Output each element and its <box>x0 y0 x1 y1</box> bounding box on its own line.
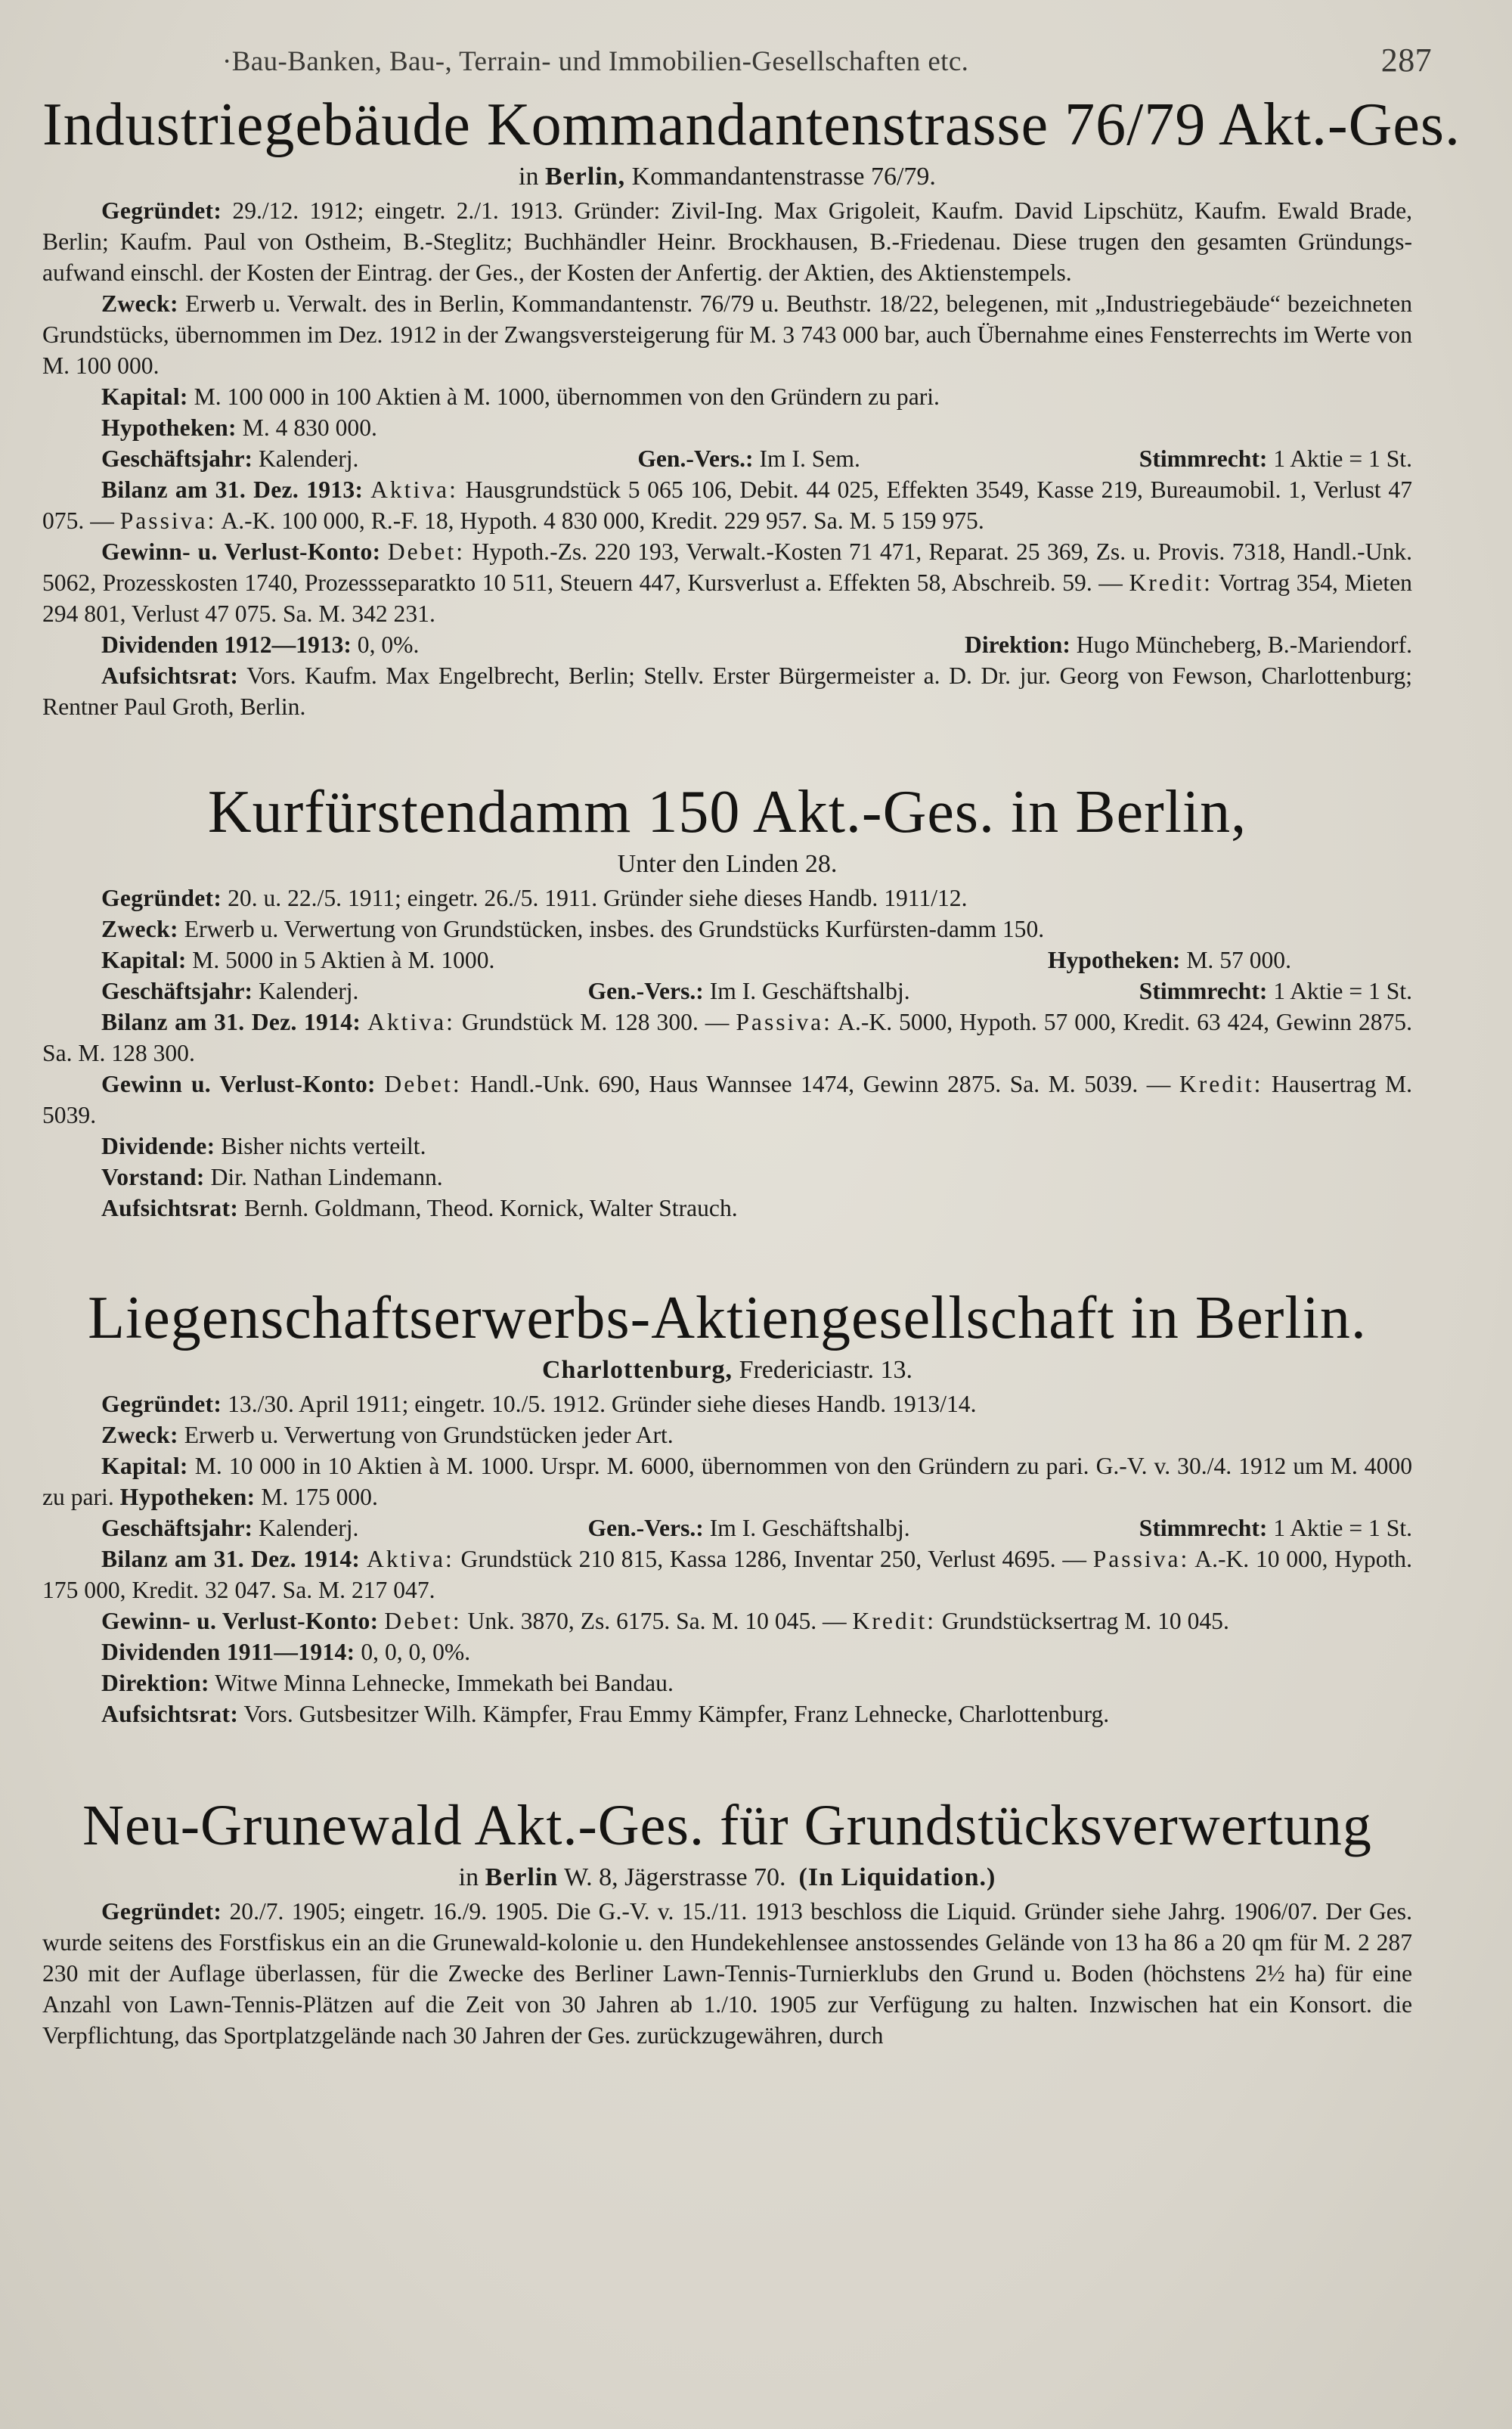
liabilities-label: Passiva: <box>1092 1546 1190 1572</box>
voting-right-text: 1 Aktie = 1 St. <box>1267 1515 1412 1541</box>
assets-text: Grundstück M. 128 300. — <box>454 1009 736 1035</box>
address-prefix: in <box>519 163 545 191</box>
general-meeting <box>588 1512 910 1543</box>
voting-right-text: 1 Aktie = 1 St. <box>1267 445 1412 472</box>
capital-label: Kapital: <box>101 947 187 973</box>
company-address <box>42 1354 1412 1387</box>
dividends-label: Dividenden 1912—1913: <box>101 631 352 658</box>
capital-label: Kapital: <box>101 383 188 410</box>
purpose-paragraph <box>42 914 1412 945</box>
fiscal-year <box>101 1512 358 1543</box>
fiscal-year-text: Kalenderj. <box>253 978 359 1004</box>
credit-text: Hausertrag M. 5039. <box>42 1071 1412 1128</box>
founded-paragraph <box>42 1388 1412 1419</box>
mortgage-paragraph <box>42 412 1412 443</box>
dividend-paragraph <box>42 1636 1412 1667</box>
company-title: Neu-Grunewald Akt.-Ges. für Grundstücksverwertung <box>82 1794 1372 1857</box>
fiscal-year-label: Geschäftsjahr: <box>101 978 253 1004</box>
board-label: Aufsichtsrat: <box>101 662 239 689</box>
credit-text: Grundstücksertrag M. 10 045. <box>936 1608 1229 1634</box>
capital-mortgage-row <box>42 945 1412 976</box>
credit-text: Vortrag 354, Mieten 294 801, Verlust 47 075. Sa. M. 342 231. <box>42 569 1412 627</box>
general-meeting-text: Im I. Geschäftshalbj. <box>703 1515 910 1541</box>
capital-label: Kapital: <box>101 1453 188 1479</box>
page-number: 287 <box>1380 42 1432 79</box>
purpose-text: Erwerb u. Verwertung von Grundstücken, insbes. des Grundstücks Kurfürsten-damm 150. <box>178 916 1045 942</box>
company-entry-4 <box>42 1790 1412 2051</box>
debit-label: Debet: <box>387 538 466 565</box>
dividend-direction-row <box>42 629 1412 660</box>
board-label: Aufsichtsrat: <box>101 1701 239 1727</box>
voting-right <box>1139 1512 1412 1543</box>
capital-paragraph <box>42 381 1412 412</box>
board-of-directors-paragraph <box>42 1162 1412 1193</box>
company-title: Liegenschaftserwerbs-Aktiengesellschaft in Berlin. <box>88 1285 1367 1351</box>
liabilities-text: A.-K. 5000, Hypoth. 57 000, Kredit. 63 424, Gewinn 2875. Sa. M. 128 300. <box>42 1009 1412 1066</box>
liabilities-text: A.-K. 10 000, Hypoth. 175 000, Kredit. 32 047. Sa. M. 217 047. <box>42 1546 1412 1603</box>
founded-paragraph <box>42 195 1412 288</box>
mortgage-text: M. 4 830 000. <box>236 414 377 441</box>
profit-loss-label: Gewinn u. Verlust-Konto: <box>101 1071 376 1097</box>
dividends-text: 0, 0%. <box>351 631 420 658</box>
founded-label: Gegründet: <box>101 197 222 224</box>
balance-paragraph <box>42 474 1412 536</box>
founded-label: Gegründet: <box>101 885 222 911</box>
founded-label: Gegründet: <box>101 1391 222 1417</box>
assets-text: Hausgrundstück 5 065 106, Debit. 44 025, Effekten 3549, Kasse 219, Bureaumobil. 1, Verlust 47 075. — <box>42 476 1413 534</box>
general-meeting-text: Im I. Geschäftshalbj. <box>703 978 910 1004</box>
founded-text: 29./12. 1912; eingetr. 2./1. 1913. Gründer: Zivil-Ing. Max Grigoleit, Kaufm. David Lipschütz, Kaufm. Ewald Brade, Berlin; Kaufm. Paul von Ostheim, B.-Steglitz; Buchhändler Heinr. Brockhausen, B.-Friedenau. Diese trugen den gesamten Gründungs-aufwand einschl. der Kosten der Eintrag. der Ges., der Kosten der Anfertig. der Aktien, des Aktienstempels. <box>42 197 1412 286</box>
dividend-paragraph <box>42 1131 1412 1162</box>
founded-text: 20./7. 1905; eingetr. 16./9. 1905. Die G.-V. v. 15./11. 1913 beschloss die Liquid. Gründer siehe Jahrg. 1906/07. Der Ges. wurde seitens des Forstfiskus ein an die Grunewald-kolonie u. den Hundekehlensee anstossendes Gelände von 13 ha 86 a 20 qm für M. 2 287 230 mit der Auflage überlassen, für die Zwecke des Berliner Lawn-Tennis-Turnierklubs den Grund u. Boden (höchstens 2½ ha) für eine Anzahl von Lawn-Tennis-Plätzen auf die Zeit von 30 Jahren ab 1./10. 1905 zur Verfügung zu halten. Inzwischen hat ein Konsort. die Verpflichtung, das Sportplatzgelände nach 30 Jahren der Ges. zurückzugewähren, durch <box>42 1898 1412 2049</box>
board-paragraph <box>42 1698 1412 1729</box>
running-head-title: ·Bau-Banken, Bau-, Terrain- und Immobilien-Gesellschaften etc. <box>222 46 969 77</box>
debit-label: Debet: <box>384 1071 462 1097</box>
profit-loss-paragraph <box>42 1605 1412 1636</box>
fiscal-year <box>101 976 358 1007</box>
founded-paragraph <box>42 883 1412 914</box>
company-entry-1 <box>42 89 1461 722</box>
capital-paragraph <box>42 1450 1412 1512</box>
address-city: Berlin <box>485 1863 559 1891</box>
purpose-text: Erwerb u. Verwertung von Grundstücken jeder Art. <box>178 1422 674 1448</box>
board-of-directors-text: Dir. Nathan Lindemann. <box>204 1164 443 1190</box>
purpose-label: Zweck: <box>101 916 178 942</box>
founded-text: 13./30. April 1911; eingetr. 10./5. 1912. Gründer siehe dieses Handb. 1913/14. <box>222 1391 977 1417</box>
address-street: W. 8, Jägerstrasse 70. <box>558 1863 786 1891</box>
liquidation-note: (In Liquidation.) <box>798 1863 996 1891</box>
dividends-label: Dividenden 1911—1914: <box>101 1639 355 1665</box>
debit-text: Hypoth.-Zs. 220 193, Verwalt.-Kosten 71 471, Reparat. 25 369, Zs. u. Provis. 7318, Handl.-Unk. 5062, Prozesskosten 1740, Prozessseparatkto 10 511, Steuern 447, Kursverlust a. Effekten 58, Abschreib. 59. — <box>42 538 1412 596</box>
general-meeting-text: Im I. Sem. <box>753 445 860 472</box>
voting-right <box>1139 976 1412 1007</box>
board-paragraph <box>42 1193 1412 1224</box>
company-entry-2 <box>42 777 1412 1224</box>
debit-label: Debet: <box>384 1608 462 1634</box>
liabilities-label: Passiva: <box>736 1009 832 1035</box>
board-text: Bernh. Goldmann, Theod. Kornick, Walter Strauch. <box>238 1195 738 1221</box>
company-entry-3 <box>42 1283 1412 1729</box>
address-street: Fredericiastr. 13. <box>733 1356 912 1384</box>
address-city: Berlin, <box>545 163 626 191</box>
direction-label: Direktion: <box>965 631 1070 658</box>
founded-text: 20. u. 22./5. 1911; eingetr. 26./5. 1911. Gründer siehe dieses Handb. 1911/12. <box>222 885 968 911</box>
company-address: Unter den Linden 28. <box>617 850 838 878</box>
dividends <box>101 629 419 660</box>
mortgage <box>1048 945 1291 976</box>
general-meeting-label: Gen.-Vers.: <box>587 978 704 1004</box>
profit-loss-label: Gewinn- u. Verlust-Konto: <box>101 1608 379 1634</box>
meta-row <box>42 1512 1412 1543</box>
credit-label: Kredit: <box>1129 569 1213 596</box>
voting-right-label: Stimmrecht: <box>1139 1515 1268 1541</box>
voting-right-text: 1 Aktie = 1 St. <box>1267 978 1412 1004</box>
assets-text: Grundstück 210 815, Kassa 1286, Inventar 250, Verlust 4695. — <box>454 1546 1093 1572</box>
purpose-text: Erwerb u. Verwalt. des in Berlin, Kommandantenstr. 76/79 u. Beuthstr. 18/22, belegenen, mit „Industriegebäude“ bezeichneten Grundstücks, übernommen im Dez. 1912 in der Zwangsversteigerung für M. 3 743 000 bar, auch Übernahme eines Fensterrechts im Werte von M. 100 000. <box>42 290 1412 379</box>
mortgage-label: Hypotheken: <box>119 1484 256 1510</box>
dividends-label: Dividende: <box>101 1133 215 1159</box>
profit-loss-paragraph <box>42 536 1412 629</box>
profit-loss-paragraph <box>42 1069 1412 1131</box>
mortgage-label: Hypotheken: <box>1047 947 1181 973</box>
purpose-paragraph <box>42 288 1412 381</box>
address-street: Kommandantenstrasse 76/79. <box>625 163 936 191</box>
running-head <box>42 36 1432 89</box>
meta-row <box>42 443 1412 474</box>
capital-text: M. 100 000 in 100 Aktien à M. 1000, übernommen von den Gründern zu pari. <box>187 383 940 410</box>
dividends-text: 0, 0, 0, 0%. <box>355 1639 471 1665</box>
purpose-label: Zweck: <box>101 1422 178 1448</box>
general-meeting <box>588 976 910 1007</box>
company-title: Kurfürstendamm 150 Akt.-Ges. in Berlin, <box>207 779 1247 845</box>
mortgage-text: M. 57 000. <box>1180 947 1291 973</box>
balance-paragraph <box>42 1007 1412 1069</box>
assets-label: Aktiva: <box>367 1546 454 1572</box>
direction-text: Witwe Minna Lehnecke, Immekath bei Bandau. <box>209 1670 674 1696</box>
direction <box>965 629 1412 660</box>
general-meeting-label: Gen.-Vers.: <box>637 445 754 472</box>
dividends-text: Bisher nichts verteilt. <box>215 1133 426 1159</box>
general-meeting-label: Gen.-Vers.: <box>587 1515 704 1541</box>
meta-row <box>42 976 1412 1007</box>
voting-right-label: Stimmrecht: <box>1139 978 1268 1004</box>
balance-label: Bilanz am 31. Dez. 1913: <box>101 476 364 503</box>
fiscal-year <box>101 443 358 474</box>
balance-label: Bilanz am 31. Dez. 1914: <box>101 1546 361 1572</box>
mortgage-text: M. 175 000. <box>255 1484 378 1510</box>
company-address <box>42 1861 1412 1894</box>
assets-label: Aktiva: <box>367 1009 455 1035</box>
profit-loss-label: Gewinn- u. Verlust-Konto: <box>101 538 381 565</box>
capital-text: M. 5000 in 5 Aktien à M. 1000. <box>186 947 495 973</box>
mortgage-label: Hypotheken: <box>101 414 237 441</box>
voting-right <box>1139 443 1412 474</box>
assets-label: Aktiva: <box>370 476 458 503</box>
direction-label: Direktion: <box>101 1670 209 1696</box>
liabilities-label: Passiva: <box>119 507 217 534</box>
purpose-paragraph <box>42 1419 1412 1450</box>
general-meeting <box>637 443 860 474</box>
debit-text: Unk. 3870, Zs. 6175. Sa. M. 10 045. — <box>461 1608 853 1634</box>
capital <box>101 945 494 976</box>
board-text: Vors. Kaufm. Max Engelbrecht, Berlin; Stellv. Erster Bürgermeister a. D. Dr. jur. Georg von Fewson, Charlottenburg; Rentner Paul Groth, Berlin. <box>42 662 1412 720</box>
company-address <box>42 160 1412 194</box>
balance-label: Bilanz am 31. Dez. 1914: <box>101 1009 361 1035</box>
board-label: Aufsichtsrat: <box>101 1195 239 1221</box>
founded-label: Gegründet: <box>101 1898 222 1925</box>
credit-label: Kredit: <box>852 1608 937 1634</box>
board-text: Vors. Gutsbesitzer Wilh. Kämpfer, Frau Emmy Kämpfer, Franz Lehnecke, Charlottenburg. <box>238 1701 1110 1727</box>
voting-right-label: Stimmrecht: <box>1139 445 1268 472</box>
board-paragraph <box>42 660 1412 722</box>
debit-text: Handl.-Unk. 690, Haus Wannsee 1474, Gewinn 2875. Sa. M. 5039. — <box>461 1071 1179 1097</box>
direction-paragraph <box>42 1667 1412 1698</box>
fiscal-year-label: Geschäftsjahr: <box>101 445 253 472</box>
capital-text: M. 10 000 in 10 Aktien à M. 1000. Urspr. M. 6000, übernommen von den Gründern zu pari. G.-V. v. 30./4. 1912 um M. 4000 zu pari. <box>42 1453 1412 1510</box>
balance-paragraph <box>42 1543 1412 1605</box>
purpose-label: Zweck: <box>101 290 178 317</box>
address-prefix: in <box>458 1863 485 1891</box>
credit-label: Kredit: <box>1179 1071 1263 1097</box>
board-of-directors-label: Vorstand: <box>101 1164 205 1190</box>
liabilities-text: A.-K. 100 000, R.-F. 18, Hypoth. 4 830 000, Kredit. 229 957. Sa. M. 5 159 975. <box>216 507 984 534</box>
fiscal-year-text: Kalenderj. <box>253 445 359 472</box>
fiscal-year-label: Geschäftsjahr: <box>101 1515 253 1541</box>
fiscal-year-text: Kalenderj. <box>253 1515 359 1541</box>
founded-paragraph <box>42 1896 1412 2051</box>
direction-text: Hugo Müncheberg, B.-Mariendorf. <box>1070 631 1412 658</box>
company-title: Industriegebäude Kommandantenstrasse 76/79 Akt.-Ges. <box>42 92 1461 158</box>
address-city: Charlottenburg, <box>542 1356 733 1384</box>
